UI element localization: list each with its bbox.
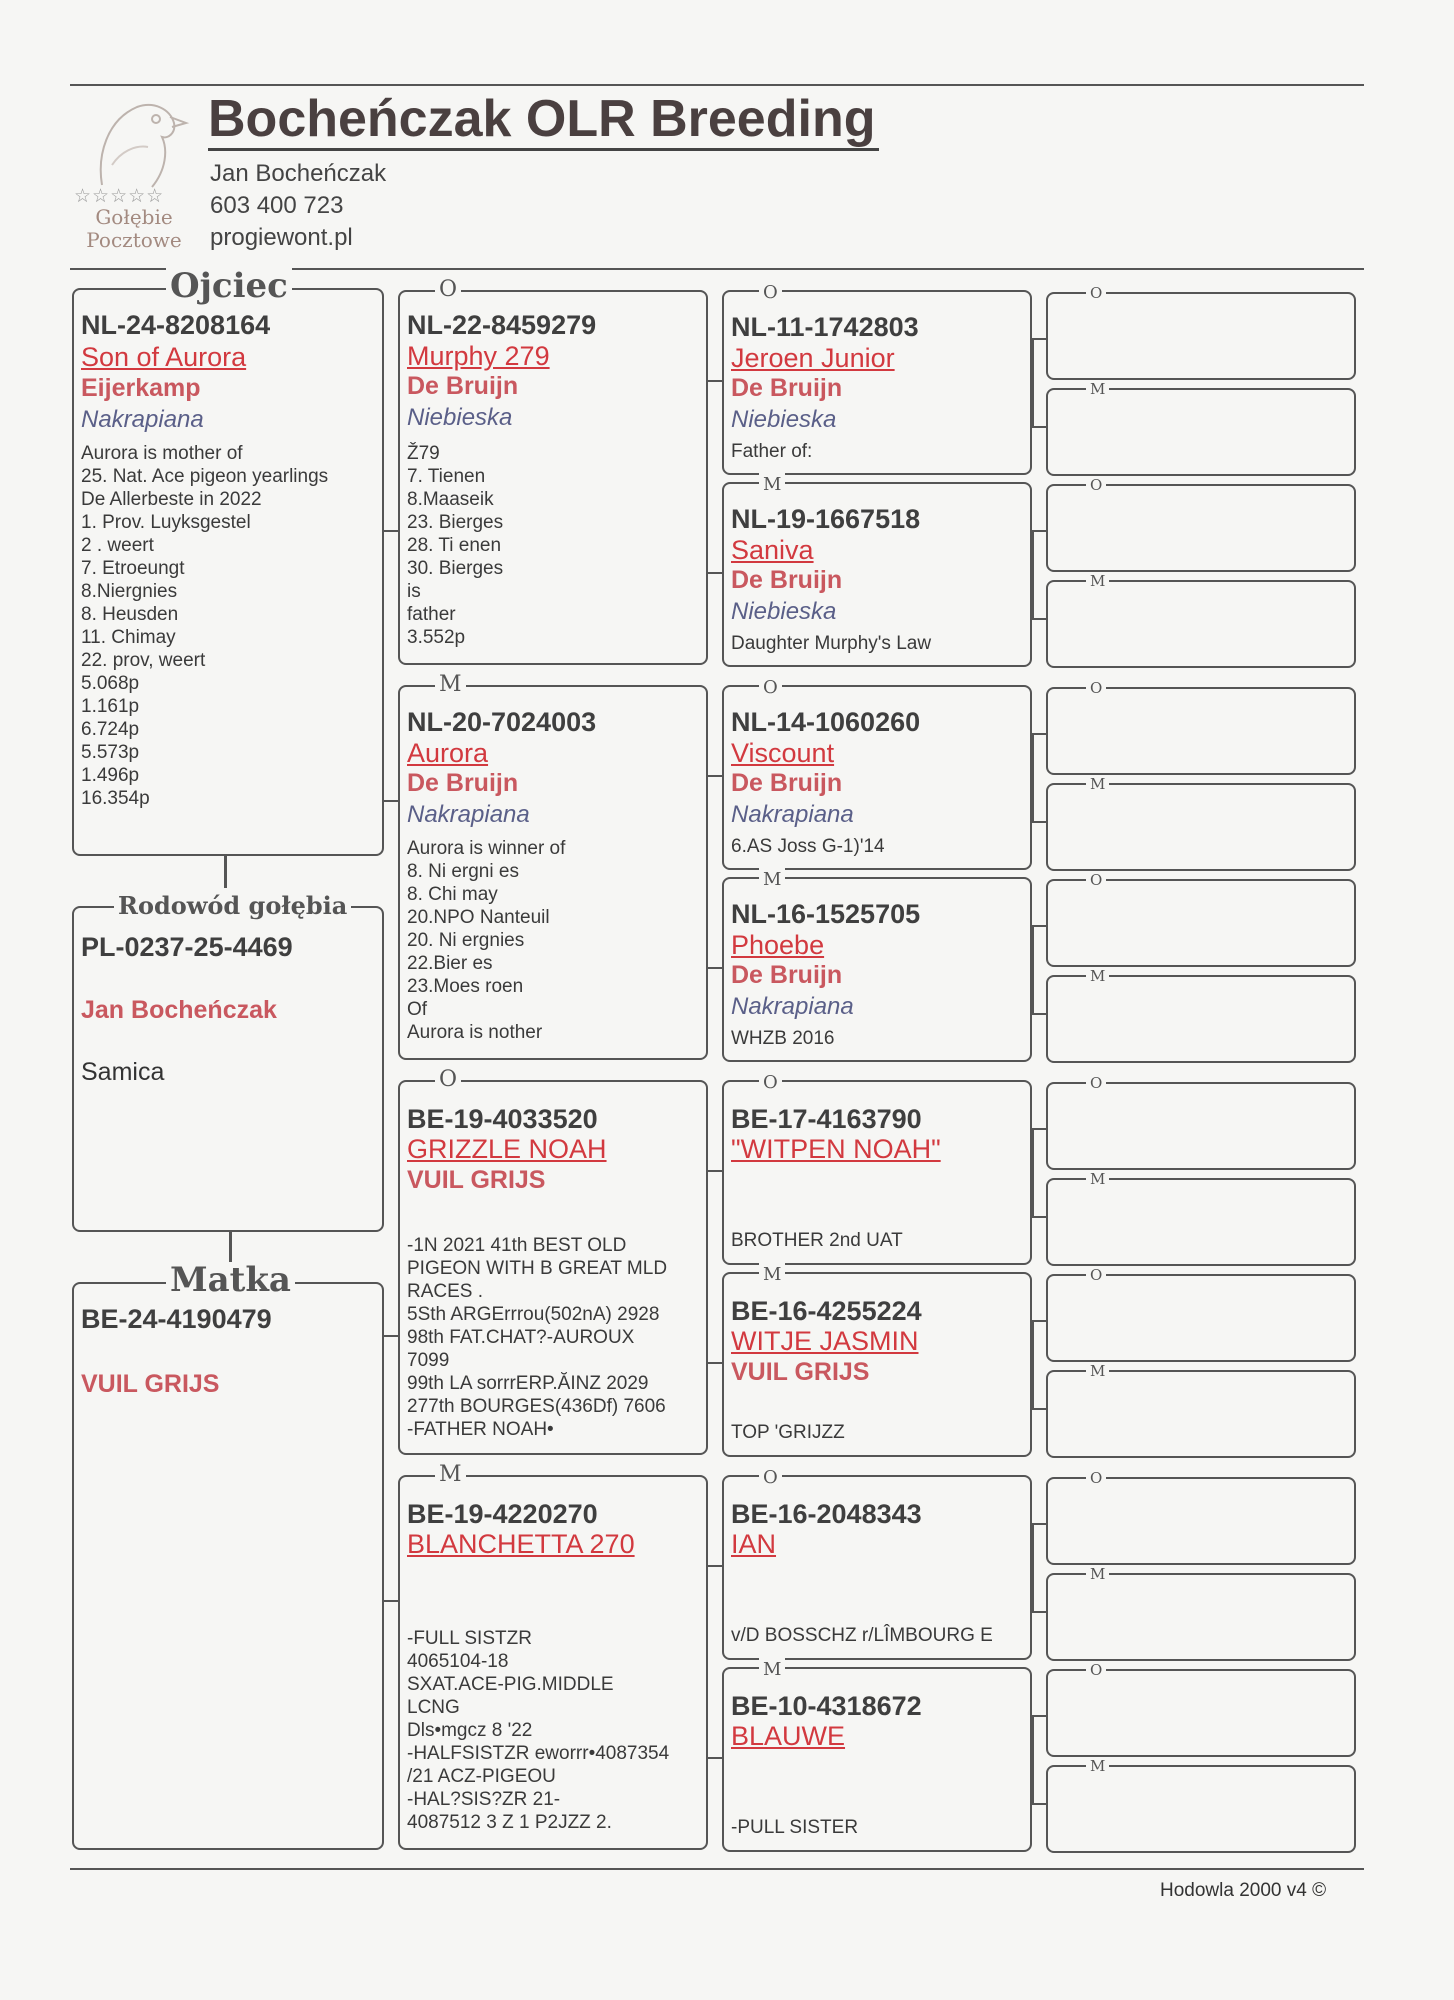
note-line: 5Sth ARGErrrou(502nA) 2928 xyxy=(407,1304,660,1325)
note-line: -FATHER NOAH• xyxy=(407,1419,554,1440)
gen2-name: BLANCHETTA 270 xyxy=(407,1529,635,1559)
note-line: 4087512 3 Z 1 P2JZZ 2. xyxy=(407,1812,612,1833)
dam-tag: Matka xyxy=(166,1262,295,1298)
logo-line1: Gołębie xyxy=(95,205,173,229)
gen4-tag: M xyxy=(1086,381,1109,397)
gen3-name: Saniva xyxy=(731,535,814,565)
note-line: is xyxy=(407,581,421,602)
gen3-note: v/D BOSSCHZ r/LÎMBOURG E xyxy=(731,1625,993,1646)
sire-color: Nakrapiana xyxy=(81,406,204,433)
gen4-box xyxy=(1046,775,1356,871)
gen4-box xyxy=(1046,967,1356,1063)
note-line: 6.724p xyxy=(81,719,140,740)
gen2-ring: BE-19-4220270 xyxy=(407,1499,598,1529)
note-line: 8. Chi may xyxy=(407,884,498,905)
gen3-note: BROTHER 2nd UAT xyxy=(731,1230,903,1251)
gen2-fancier: De Bruijn xyxy=(407,372,519,400)
footer-rule xyxy=(70,1868,1364,1870)
subject-breeder: Jan Bocheńczak xyxy=(81,996,277,1024)
note-line: 22.Bier es xyxy=(407,953,493,974)
note-line: -HAL?SIS?ZR 21- xyxy=(407,1789,561,1810)
gen4-box xyxy=(1046,679,1356,775)
gen2-box xyxy=(398,277,708,665)
note-line: 16.354p xyxy=(81,788,150,809)
gen3-name: Jeroen Junior xyxy=(731,343,895,373)
gen3-ring: NL-11-1742803 xyxy=(731,312,919,342)
conn-line xyxy=(1032,1320,1046,1322)
pigeon-head-icon xyxy=(82,95,192,190)
gen3-box xyxy=(722,282,1032,475)
sire-name: Son of Aurora xyxy=(81,342,247,372)
gen3-tag: M xyxy=(759,867,785,893)
gen4-box xyxy=(1046,1469,1356,1565)
gen4-tag: O xyxy=(1086,872,1106,888)
logo-line2: Pocztowe xyxy=(86,228,182,252)
gen2-fancier: VUIL GRIJS xyxy=(407,1166,546,1194)
sire-ring: NL-24-8208164 xyxy=(81,310,271,340)
gen3-tag: M xyxy=(759,472,785,498)
gen2-tag: O xyxy=(435,277,461,303)
gen3-color: Niebieska xyxy=(731,406,837,433)
gen3-ring: BE-16-2048343 xyxy=(731,1499,922,1529)
subject-box xyxy=(72,891,384,1232)
note-line: -HALFSISTZR eworrr•4087354 xyxy=(407,1743,670,1764)
subject-tag: Rodowód gołębia xyxy=(114,893,351,919)
gen3-fancier: VUIL GRIJS xyxy=(731,1358,870,1386)
note-line: 20. Ni ergnies xyxy=(407,930,525,951)
note-line: 1. Prov. Luyksgestel xyxy=(81,512,251,533)
owner-phone: 603 400 723 xyxy=(210,192,344,219)
gen3-tag: O xyxy=(759,280,782,306)
gen3-fancier: De Bruijn xyxy=(731,769,843,797)
gen3-ring: BE-16-4255224 xyxy=(731,1296,922,1326)
gen4-box xyxy=(1046,1757,1356,1853)
note-line: Aurora is mother of xyxy=(81,443,243,464)
gen3-tag: O xyxy=(759,675,782,701)
note-line: 5.573p xyxy=(81,742,140,763)
gen3-note: Daughter Murphy's Law xyxy=(731,633,932,654)
gen3-color: Nakrapiana xyxy=(731,993,854,1020)
gen3-note: TOP 'GRIJZZ xyxy=(731,1422,845,1443)
gen3-box xyxy=(722,1264,1032,1457)
note-line: De Allerbeste in 2022 xyxy=(81,489,262,510)
note-line: 5.068p xyxy=(81,673,140,694)
conn-line xyxy=(1032,1013,1046,1015)
gen2-fancier: De Bruijn xyxy=(407,769,519,797)
note-line: 98th FAT.CHAT?-AUROUX xyxy=(407,1327,635,1348)
gen3-ring: BE-17-4163790 xyxy=(731,1104,922,1134)
conn-line xyxy=(1032,1320,1034,1410)
note-line: 20.NPO Nanteuil xyxy=(407,907,550,928)
note-line: Aurora is winner of xyxy=(407,838,566,859)
conn-line xyxy=(1032,338,1034,428)
note-line: Aurora is nother xyxy=(407,1022,543,1043)
gen3-color: Niebieska xyxy=(731,598,837,625)
gen3-note: 6.AS Joss G-1)'14 xyxy=(731,836,885,857)
gen3-note: WHZB 2016 xyxy=(731,1028,835,1049)
gen2-color: Nakrapiana xyxy=(407,801,530,828)
gen4-tag: O xyxy=(1086,1075,1106,1091)
gen2-box xyxy=(398,672,708,1060)
note-line: -1N 2021 41th BEST OLD xyxy=(407,1235,627,1256)
gen3-fancier: De Bruijn xyxy=(731,961,843,989)
gen2-notes xyxy=(407,837,565,1044)
top-rule xyxy=(70,84,1364,86)
gen4-tag: M xyxy=(1086,1566,1109,1582)
note-line: RACES . xyxy=(407,1281,484,1302)
conn-line xyxy=(1032,1715,1034,1805)
footer-text: Hodowla 2000 v4 © xyxy=(1160,1880,1327,1901)
sire-connector xyxy=(224,856,227,888)
note-line: 3.552p xyxy=(407,627,466,648)
note-line: 22. prov, weert xyxy=(81,650,206,671)
note-line: 23. Bierges xyxy=(407,512,504,533)
gen4-tag: M xyxy=(1086,776,1109,792)
conn-line xyxy=(1032,1611,1046,1613)
gen3-fancier: De Bruijn xyxy=(731,374,843,402)
pigeon-logo xyxy=(70,95,200,255)
conn-line xyxy=(384,800,398,802)
conn-line xyxy=(384,530,398,532)
note-line: PIGEON WITH B GREAT MLD xyxy=(407,1258,668,1279)
conn-line xyxy=(1032,426,1046,428)
gen3-box xyxy=(722,1072,1032,1265)
conn-line xyxy=(708,380,722,382)
gen4-box xyxy=(1046,476,1356,572)
gen2-ring: BE-19-4033520 xyxy=(407,1104,598,1134)
gen4-tag: O xyxy=(1086,1267,1106,1283)
gen4-tag: O xyxy=(1086,680,1106,696)
conn-line xyxy=(1032,618,1046,620)
gen4-tag: M xyxy=(1086,1171,1109,1187)
note-line: SXAT.ACE-PIG.MIDDLE xyxy=(407,1674,614,1695)
gen2-color: Niebieska xyxy=(407,404,513,431)
gen3-box xyxy=(722,869,1032,1062)
conn-line xyxy=(708,572,722,574)
gen2-ring: NL-20-7024003 xyxy=(407,707,597,737)
gen4-box xyxy=(1046,284,1356,380)
gen3-tag: M xyxy=(759,1657,785,1683)
note-line: 1.161p xyxy=(81,696,140,717)
conn-line xyxy=(708,1565,722,1567)
gen4-tag: M xyxy=(1086,573,1109,589)
conn-line xyxy=(708,1362,722,1364)
note-line: 1.496p xyxy=(81,765,140,786)
conn-line xyxy=(708,775,722,777)
note-line: 7. Etroeungt xyxy=(81,558,185,579)
gen3-note: Father of: xyxy=(731,441,813,462)
gen4-tag: M xyxy=(1086,968,1109,984)
conn-line xyxy=(384,1600,398,1602)
gen4-tag: O xyxy=(1086,1662,1106,1678)
note-line: 30. Bierges xyxy=(407,558,504,579)
gen4-tag: M xyxy=(1086,1363,1109,1379)
gen4-box xyxy=(1046,871,1356,967)
gen3-note: -PULL SISTER xyxy=(731,1817,859,1838)
gen3-tag: O xyxy=(759,1070,782,1096)
gen4-box xyxy=(1046,1074,1356,1170)
conn-line xyxy=(1032,1523,1046,1525)
note-line: 7. Tienen xyxy=(407,466,486,487)
dam-ring: BE-24-4190479 xyxy=(81,1304,272,1334)
gen3-box xyxy=(722,474,1032,667)
conn-line xyxy=(1032,821,1046,823)
subject-ring: PL-0237-25-4469 xyxy=(81,932,293,962)
note-line: 7099 xyxy=(407,1350,450,1371)
gen3-box xyxy=(722,677,1032,870)
gen2-ring: NL-22-8459279 xyxy=(407,310,597,340)
gen3-fancier: De Bruijn xyxy=(731,566,843,594)
gen3-ring: BE-10-4318672 xyxy=(731,1691,922,1721)
gen3-box xyxy=(722,1659,1032,1852)
gen4-tag: O xyxy=(1086,1470,1106,1486)
dam-color: VUIL GRIJS xyxy=(81,1370,220,1398)
owner-website: progiewont.pl xyxy=(210,224,353,251)
gen4-box xyxy=(1046,1661,1356,1757)
note-line: 4065104-18 xyxy=(407,1651,509,1672)
conn-line xyxy=(1032,925,1034,1015)
owner-name: Jan Bocheńczak xyxy=(210,160,387,187)
gen2-tag: M xyxy=(435,672,466,698)
conn-line xyxy=(384,1335,398,1337)
note-line: 277th BOURGES(436Df) 7606 xyxy=(407,1396,666,1417)
note-line: 8.Maaseik xyxy=(407,489,494,510)
gen4-box xyxy=(1046,1565,1356,1661)
conn-line xyxy=(1032,1128,1046,1130)
conn-line xyxy=(1032,1523,1034,1613)
gen2-box xyxy=(398,1462,708,1850)
gen2-notes xyxy=(407,1627,669,1834)
gen2-box xyxy=(398,1067,708,1455)
sire-tag: Ojciec xyxy=(166,268,292,304)
gen2-notes xyxy=(407,1234,667,1441)
conn-line xyxy=(1032,530,1034,620)
conn-line xyxy=(708,967,722,969)
conn-line xyxy=(1032,925,1046,927)
gen3-color: Nakrapiana xyxy=(731,801,854,828)
gen2-tag: O xyxy=(435,1067,461,1093)
logo-stars: ☆☆☆☆☆ xyxy=(74,186,165,207)
sire-box xyxy=(72,266,384,856)
conn-line xyxy=(708,1757,722,1759)
gen2-notes xyxy=(407,442,503,649)
gen3-tag: M xyxy=(759,1262,785,1288)
conn-line xyxy=(1032,530,1046,532)
note-line: father xyxy=(407,604,456,625)
conn-line xyxy=(708,1170,722,1172)
gen2-name: Murphy 279 xyxy=(407,341,550,371)
subject-sex: Samica xyxy=(81,1058,165,1086)
note-line: 8.Niergnies xyxy=(81,581,178,602)
gen2-name: Aurora xyxy=(407,738,489,768)
gen4-box xyxy=(1046,1266,1356,1362)
gen4-tag: O xyxy=(1086,477,1106,493)
conn-line xyxy=(1032,733,1046,735)
note-line: /21 ACZ-PIGEOU xyxy=(407,1766,556,1787)
note-line: 8. Heusden xyxy=(81,604,179,625)
gen2-tag: M xyxy=(435,1462,466,1488)
note-line: -FULL SISTZR xyxy=(407,1628,532,1649)
sire-fancier: Eijerkamp xyxy=(81,374,201,402)
gen4-box xyxy=(1046,1362,1356,1458)
note-line: 11. Chimay xyxy=(81,627,176,648)
conn-line xyxy=(1032,1128,1034,1218)
gen3-name: BLAUWE xyxy=(731,1721,846,1751)
note-line: 2 . weert xyxy=(81,535,154,556)
conn-line xyxy=(1032,1408,1046,1410)
note-line: 28. Ti enen xyxy=(407,535,502,556)
sire-notes xyxy=(81,442,328,810)
gen4-box xyxy=(1046,1170,1356,1266)
gen4-tag: O xyxy=(1086,285,1106,301)
conn-line xyxy=(1032,338,1046,340)
dam-box xyxy=(72,1260,384,1850)
gen3-ring: NL-14-1060260 xyxy=(731,707,921,737)
gen3-tag: O xyxy=(759,1465,782,1491)
gen3-ring: NL-16-1525705 xyxy=(731,899,921,929)
note-line: Ž79 xyxy=(407,443,440,464)
conn-line xyxy=(1032,1803,1046,1805)
gen2-name: GRIZZLE NOAH xyxy=(407,1134,607,1164)
gen3-name: WITJE JASMIN xyxy=(731,1326,919,1356)
note-line: 25. Nat. Ace pigeon yearlings xyxy=(81,466,329,487)
gen3-name: IAN xyxy=(731,1529,777,1559)
gen3-ring: NL-19-1667518 xyxy=(731,504,921,534)
page-title: Bocheńczak OLR Breeding xyxy=(208,90,879,151)
gen4-box xyxy=(1046,572,1356,668)
note-line: 23.Moes roen xyxy=(407,976,524,997)
note-line: Dls•mgcz 8 '22 xyxy=(407,1720,533,1741)
conn-line xyxy=(1032,733,1034,823)
note-line: 8. Ni ergni es xyxy=(407,861,519,882)
note-line: Of xyxy=(407,999,428,1020)
conn-line xyxy=(1032,1715,1046,1717)
gen4-tag: M xyxy=(1086,1758,1109,1774)
gen3-name: Viscount xyxy=(731,738,835,768)
conn-line xyxy=(1032,1216,1046,1218)
gen4-box xyxy=(1046,380,1356,476)
gen3-name: Phoebe xyxy=(731,930,825,960)
note-line: 99th LA sorrrERP.ĂINZ 2029 xyxy=(407,1373,649,1394)
gen3-name: "WITPEN NOAH" xyxy=(731,1134,941,1164)
note-line: LCNG xyxy=(407,1697,460,1718)
gen3-box xyxy=(722,1467,1032,1660)
